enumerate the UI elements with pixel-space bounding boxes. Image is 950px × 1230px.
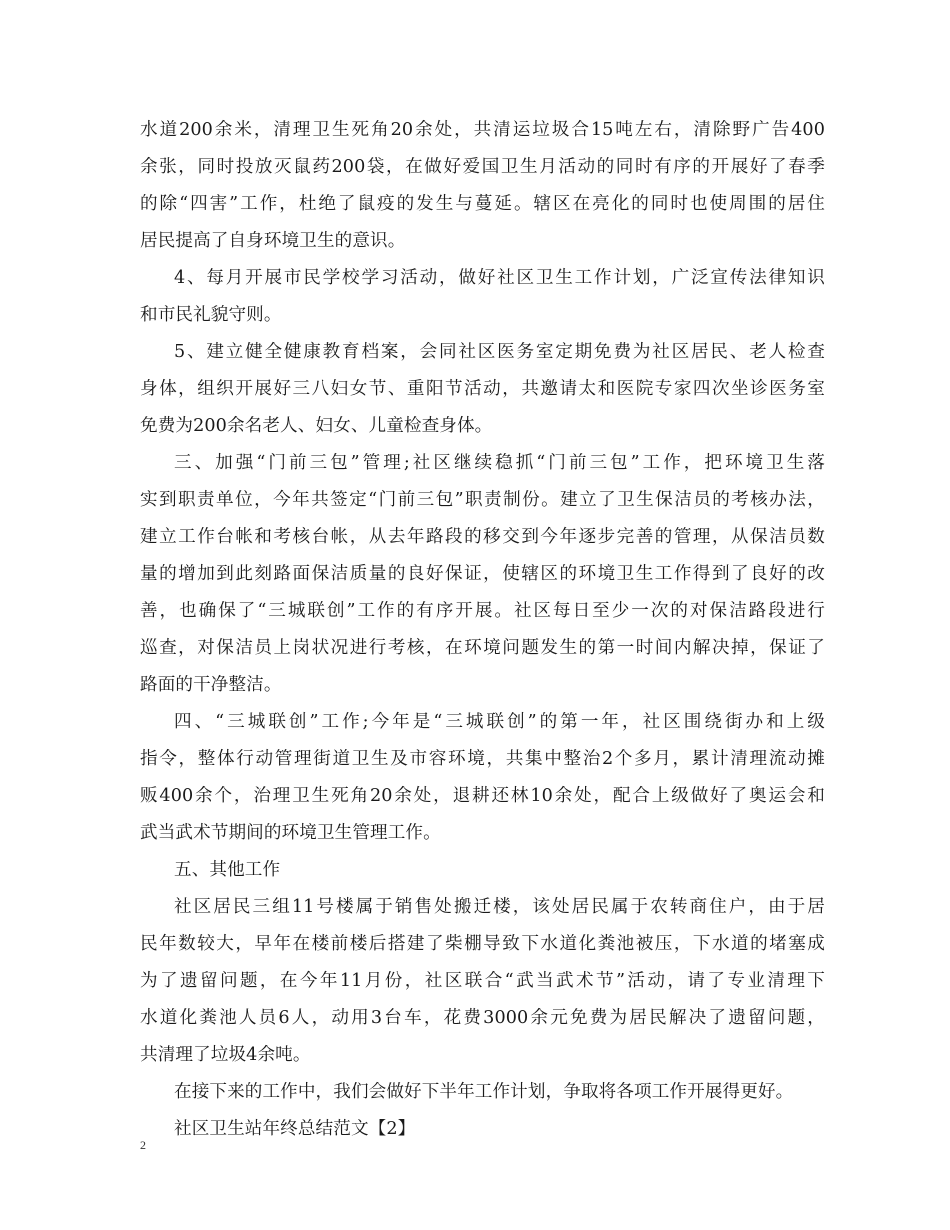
- document-body: [140, 112, 825, 1148]
- text-line: 4、每月开展市民学校学习活动，做好社区卫生工作计划，广泛宣传法律知识: [174, 268, 825, 288]
- text-line: 免费为200余名老人、妇女、儿童检查身体。: [140, 416, 493, 436]
- text-line: 量的增加到此刻路面保洁质量的良好保证，使辖区的环境卫生工作得到了良好的改: [140, 564, 825, 584]
- text-line: 四、“三城联创”工作;今年是“三城联创”的第一年，社区围绕街办和上级: [174, 712, 825, 732]
- text-line: 三、加强“门前三包”管理;社区继续稳抓“门前三包”工作，把环境卫生落: [174, 453, 825, 473]
- text-line: 善，也确保了“三城联创”工作的有序开展。社区每日至少一次的对保洁路段进行: [140, 601, 825, 621]
- section-heading: 五、其他工作: [174, 860, 281, 880]
- text-line: 5、建立健全健康教育档案，会同社区医务室定期免费为社区居民、老人检查: [174, 342, 825, 362]
- text-line: 身体，组织开展好三八妇女节、重阳节活动，共邀请太和医院专家四次坐诊医务室: [140, 379, 825, 399]
- text-line: 指令，整体行动管理街道卫生及市容环境，共集中整治2个多月，累计清理流动摊: [140, 749, 825, 769]
- text-line: 民年数较大，早年在楼前楼后搭建了柴棚导致下水道化粪池被压，下水道的堵塞成: [140, 934, 825, 954]
- text-line: 建立工作台帐和考核台帐，从去年路段的移交到今年逐步完善的管理，从保洁员数: [140, 527, 825, 547]
- text-line: 社区居民三组11号楼属于销售处搬迁楼，该处居民属于农转商住户，由于居: [174, 897, 825, 917]
- text-line: 水道化粪池人员6人，动用3台车，花费3000余元免费为居民解决了遗留问题，: [140, 1008, 825, 1028]
- text-line: 武当武术节期间的环境卫生管理工作。: [140, 823, 441, 843]
- next-article-title: 社区卫生站年终总结范文【2】: [174, 1119, 416, 1139]
- text-line: 居民提高了自身环境卫生的意识。: [140, 231, 406, 251]
- text-line: 贩400余个，治理卫生死角20余处，退耕还林10余处，配合上级做好了奥运会和: [140, 786, 825, 806]
- text-line: 共清理了垃圾4余吨。: [140, 1045, 311, 1065]
- text-line: 实到职责单位，今年共签定“门前三包”职责制份。建立了卫生保洁员的考核办法，: [140, 490, 825, 510]
- text-line: 余张，同时投放灭鼠药200袋，在做好爱国卫生月活动的同时有序的开展好了春季: [140, 157, 825, 177]
- text-line: 和市民礼貌守则。: [140, 305, 282, 325]
- text-line: 的除“四害”工作，杜绝了鼠疫的发生与蔓延。辖区在亮化的同时也使周围的居住: [140, 194, 825, 214]
- text-line: 在接下来的工作中，我们会做好下半年工作计划，争取将各项工作开展得更好。: [174, 1082, 794, 1102]
- text-line: 路面的干净整洁。: [140, 675, 282, 695]
- page-number: 2: [140, 1138, 146, 1152]
- text-line: 巡查，对保洁员上岗状况进行考核，在环境问题发生的第一时间内解决掉，保证了: [140, 638, 825, 658]
- text-line: 为了遗留问题，在今年11月份，社区联合“武当武术节”活动，请了专业清理下: [140, 971, 825, 991]
- text-line: 水道200余米，清理卫生死角20余处，共清运垃圾合15吨左右，清除野广告400: [140, 120, 825, 140]
